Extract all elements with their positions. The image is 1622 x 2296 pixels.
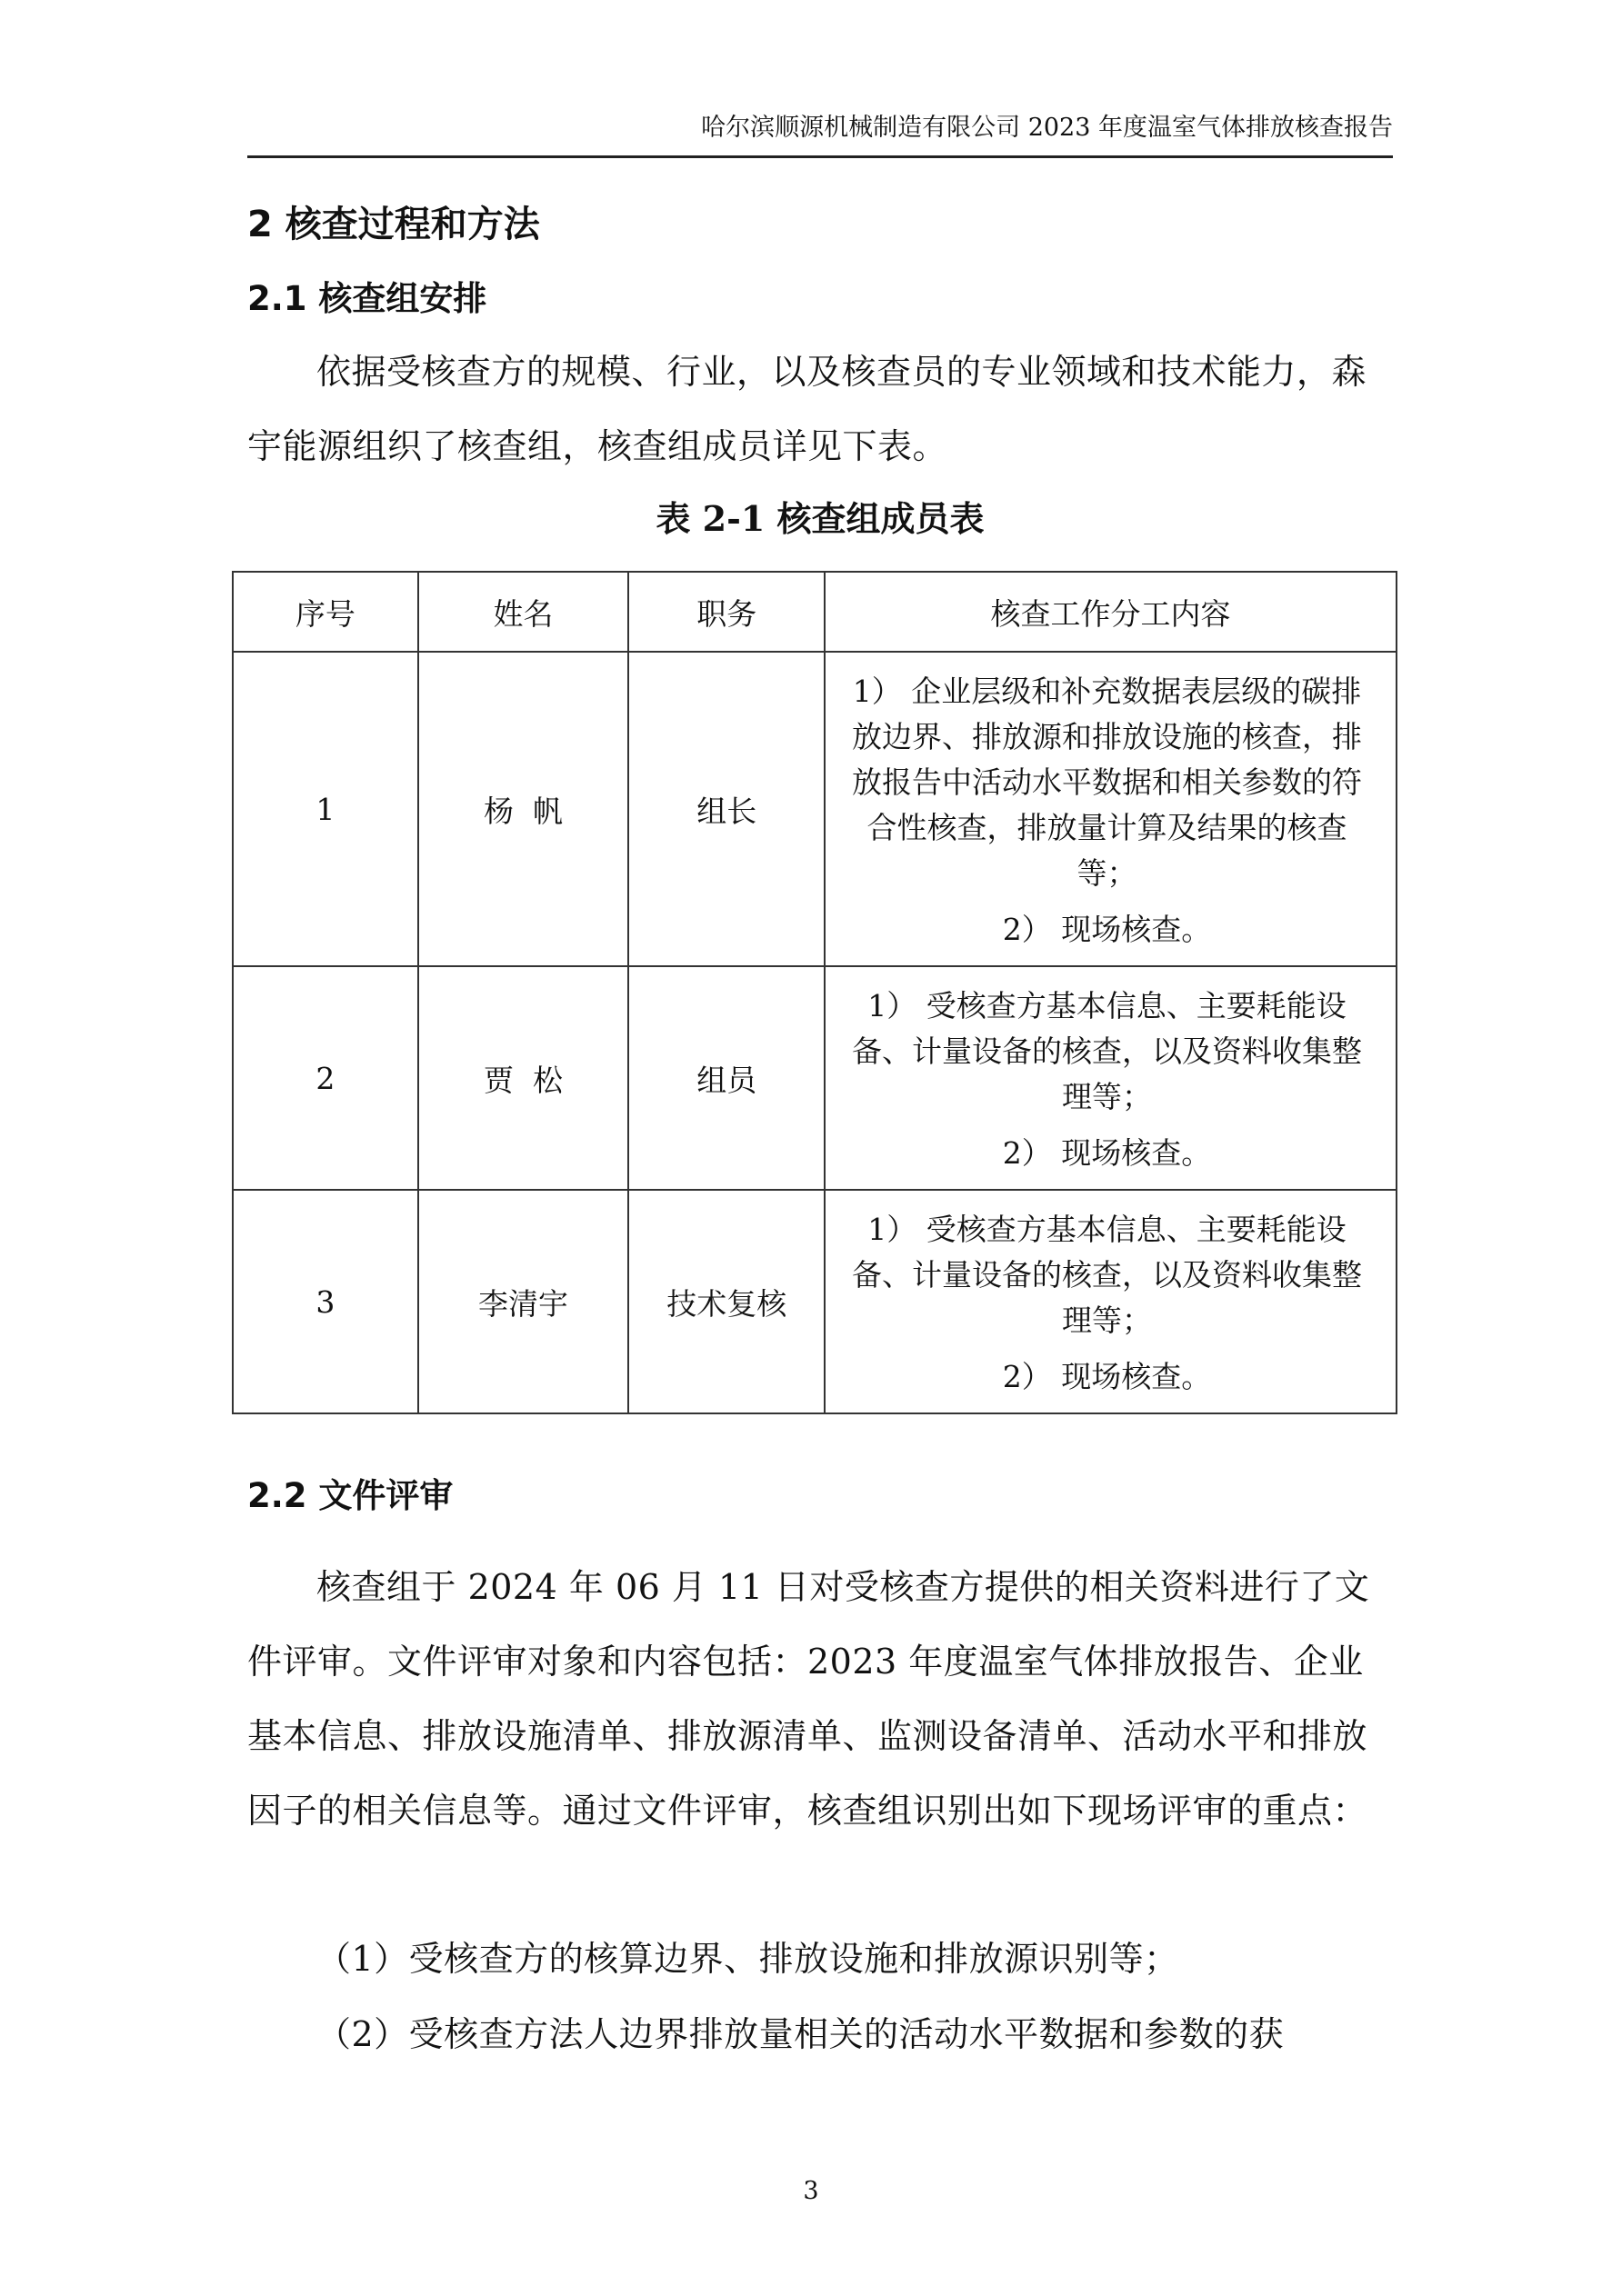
subsection-title-2-2: 2.2 文件评审 — [247, 1476, 454, 1515]
header-cell-duty: 核查工作分工内容 — [825, 572, 1397, 652]
paragraph-team-arrangement: 依据受核查方的规模、行业，以及核查员的专业领域和技术能力，森宇能源组织了核查组，核查组成员详见下表。 — [247, 352, 1367, 466]
cell-duty — [825, 652, 1397, 966]
cell-duty — [825, 966, 1397, 1190]
cell-no: 3 — [233, 1190, 418, 1413]
header-cell-role: 职务 — [628, 572, 825, 652]
paragraph-document-review: 核查组于 2024 年 06 月 11 日对受核查方提供的相关资料进行了文件评审。文件评审对象和内容包括：2023 年度温室气体排放报告、企业基本信息、排放设施清单、排放源清单、监测设备清单、活动水平和排放因子的相关信息等。通过文件评审，核查组识别出如下现场评审的重点： — [247, 1567, 1370, 1831]
table-header-row — [233, 572, 1397, 652]
cell-role: 技术复核 — [628, 1190, 825, 1413]
cell-no: 2 — [233, 966, 418, 1190]
review-focus-item-2: （2）受核查方法人边界排放量相关的活动水平数据和参数的获 — [316, 2014, 1285, 2054]
table-row — [233, 1190, 1397, 1413]
duty-item: 2） 现场核查。 — [1002, 1135, 1212, 1171]
subsection-title-2-1: 2.1 核查组安排 — [247, 279, 487, 318]
section-title: 2 核查过程和方法 — [247, 204, 540, 245]
header-title: 哈尔滨顺源机械制造有限公司 2023 年度温室气体排放核查报告 — [701, 114, 1393, 142]
review-focus-item-1: （1）受核查方的核算边界、排放设施和排放源识别等； — [316, 1939, 1179, 1979]
duty-item: 2） 现场核查。 — [1002, 1359, 1212, 1394]
cell-role: 组员 — [628, 966, 825, 1190]
header-cell-name: 姓名 — [418, 572, 629, 652]
duty-item: 2） 现场核查。 — [1002, 912, 1212, 947]
cell-name: 贾 松 — [418, 966, 629, 1190]
cell-role: 组长 — [628, 652, 825, 966]
cell-name: 杨 帆 — [418, 652, 629, 966]
cell-name: 李清宇 — [418, 1190, 629, 1413]
table-caption: 表 2-1 核查组成员表 — [656, 498, 985, 539]
cell-duty — [825, 1190, 1397, 1413]
table-row — [233, 966, 1397, 1190]
cell-no: 1 — [233, 652, 418, 966]
table-row — [233, 652, 1397, 966]
header-cell-no: 序号 — [233, 572, 418, 652]
page-number: 3 — [803, 2177, 819, 2205]
duty-item: 1） 企业层级和补充数据表层级的碳排放边界、排放源和排放设施的核查，排放报告中活动水平数据和相关参数的符合性核查，排放量计算及结果的核查等； — [852, 674, 1362, 891]
page-header — [247, 113, 1393, 158]
duty-item: 1） 受核查方基本信息、主要耗能设备、计量设备的核查，以及资料收集整理等； — [852, 1212, 1362, 1338]
team-members-table — [232, 571, 1397, 1414]
duty-item: 1） 受核查方基本信息、主要耗能设备、计量设备的核查，以及资料收集整理等； — [852, 988, 1362, 1114]
